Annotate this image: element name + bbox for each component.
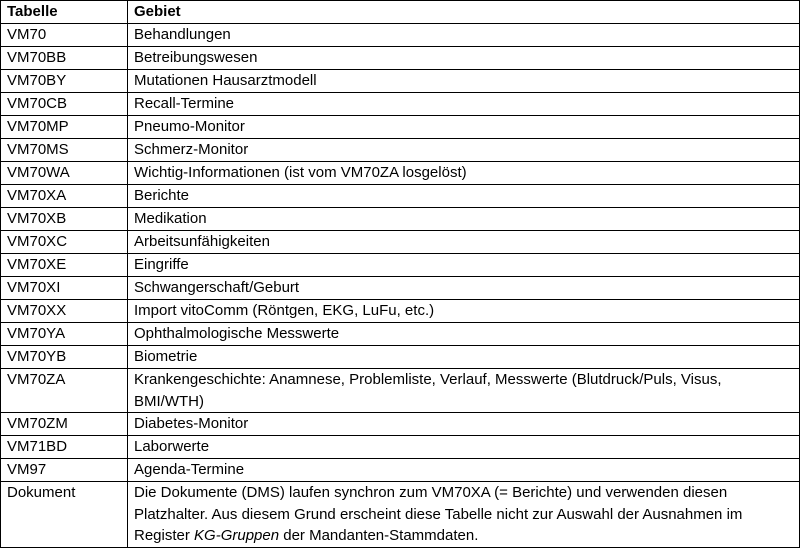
cell-area-dokument: [128, 482, 800, 548]
table-row: [1, 277, 800, 300]
cell-area: Mutationen Hausarztmodell: [128, 70, 800, 93]
cell-table: VM70XA: [1, 185, 128, 208]
table-row: [1, 369, 800, 413]
cell-area: Ophthalmologische Messwerte: [128, 323, 800, 346]
cell-area: Arbeitsunfähigkeiten: [128, 231, 800, 254]
cell-area: Medikation: [128, 208, 800, 231]
table-row: [1, 185, 800, 208]
cell-area: Laborwerte: [128, 436, 800, 459]
cell-table: VM70MS: [1, 139, 128, 162]
table-row: [1, 116, 800, 139]
table-row: [1, 24, 800, 47]
table-row: [1, 231, 800, 254]
table-row-dokument: [1, 482, 800, 548]
cell-area: Import vitoComm (Röntgen, EKG, LuFu, etc.): [128, 300, 800, 323]
cell-table: VM70BB: [1, 47, 128, 70]
table-row: [1, 413, 800, 436]
cell-area: Diabetes-Monitor: [128, 413, 800, 436]
cell-table: VM70YA: [1, 323, 128, 346]
dokument-text-italic: KG-Gruppen: [194, 527, 280, 544]
cell-table: VM70YB: [1, 346, 128, 369]
header-tabelle: Tabelle: [1, 1, 128, 24]
cell-area: Berichte: [128, 185, 800, 208]
cell-table: VM70XB: [1, 208, 128, 231]
table-row: [1, 70, 800, 93]
table-row: [1, 208, 800, 231]
cell-area: Betreibungswesen: [128, 47, 800, 70]
cell-area: Pneumo-Monitor: [128, 116, 800, 139]
cell-table: VM71BD: [1, 436, 128, 459]
cell-table: VM70MP: [1, 116, 128, 139]
cell-area: Schmerz-Monitor: [128, 139, 800, 162]
cell-table: VM70ZA: [1, 369, 128, 413]
cell-area: Agenda-Termine: [128, 459, 800, 482]
cell-area: Schwangerschaft/Geburt: [128, 277, 800, 300]
table-header-row: [1, 1, 800, 24]
header-gebiet: Gebiet: [128, 1, 800, 24]
table-body: [1, 24, 800, 548]
table-row: [1, 459, 800, 482]
cell-area: Recall-Termine: [128, 93, 800, 116]
cell-table: Dokument: [1, 482, 128, 548]
cell-table: VM70XE: [1, 254, 128, 277]
cell-table: VM70: [1, 24, 128, 47]
table-row: [1, 346, 800, 369]
table-row: [1, 93, 800, 116]
cell-table: VM70XI: [1, 277, 128, 300]
dokument-text-after: der Mandanten-Stammdaten.: [279, 527, 479, 544]
table-row: [1, 162, 800, 185]
cell-area: Krankengeschichte: Anamnese, Problemliste, Verlauf, Messwerte (Blutdruck/Puls, Visus, BMI/WTH): [128, 369, 800, 413]
cell-area: Biometrie: [128, 346, 800, 369]
cell-area: Eingriffe: [128, 254, 800, 277]
cell-table: VM70XX: [1, 300, 128, 323]
cell-area: Wichtig-Informationen (ist vom VM70ZA losgelöst): [128, 162, 800, 185]
cell-table: VM70ZM: [1, 413, 128, 436]
table-row: [1, 139, 800, 162]
cell-table: VM70CB: [1, 93, 128, 116]
cell-table: VM97: [1, 459, 128, 482]
cell-area: Behandlungen: [128, 24, 800, 47]
table-row: [1, 436, 800, 459]
table-row: [1, 323, 800, 346]
table-row: [1, 300, 800, 323]
table-row: [1, 47, 800, 70]
cell-table: VM70WA: [1, 162, 128, 185]
cell-table: VM70BY: [1, 70, 128, 93]
table-row: [1, 254, 800, 277]
cell-table: VM70XC: [1, 231, 128, 254]
dokument-text-before: Die Dokumente (DMS) laufen synchron zum VM70XA (= Berichte) und verwenden diesen Platzhalter. Aus diesem Grund erscheint diese Tabelle nicht zur Auswahl der Ausnahmen im Register: [134, 484, 743, 544]
